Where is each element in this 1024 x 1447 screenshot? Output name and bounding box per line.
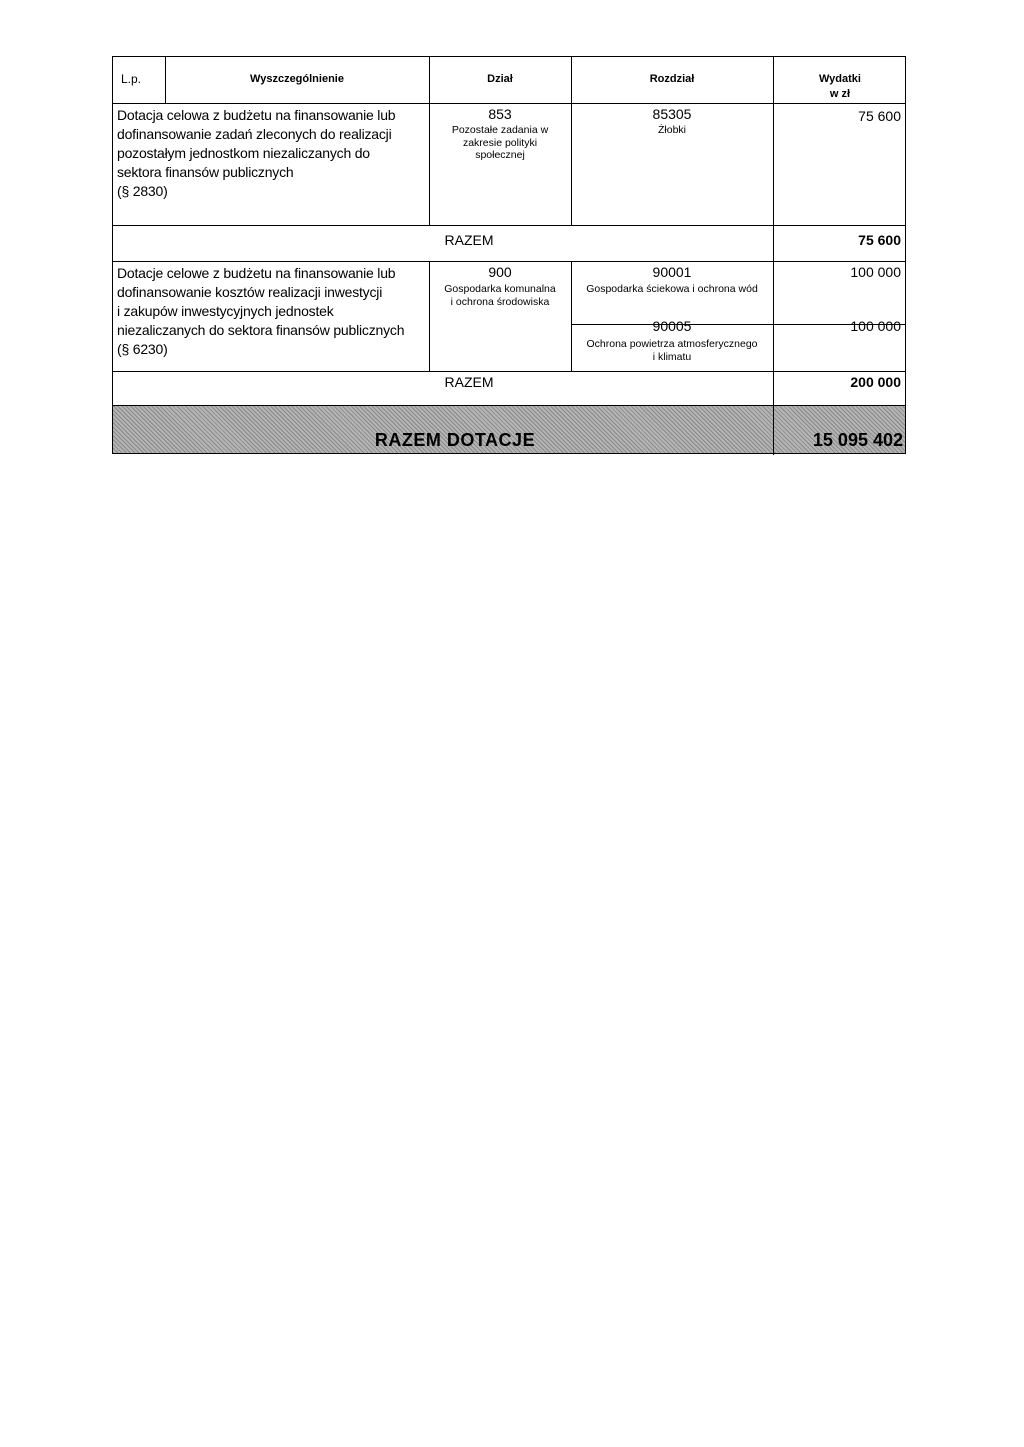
- rozdzial-name-line: Ochrona powietrza atmosferycznego: [586, 338, 758, 350]
- section2-description: [117, 264, 429, 358]
- header-lp: L.p.: [121, 72, 142, 86]
- section2-row1-rozdzial-code: 90001: [652, 264, 692, 280]
- description-line: Dotacje celowe z budżetu na finansowanie lub: [117, 265, 396, 281]
- total-amount: 15 095 402: [812, 430, 903, 450]
- header-divider: [113, 103, 905, 104]
- section1-dzial-code: 853: [488, 106, 512, 122]
- dzial-name-line: społecznej: [475, 149, 525, 162]
- section2-razem-divider: [113, 405, 905, 406]
- section2-row2-rozdzial-code: 90005: [652, 318, 692, 334]
- section2-divider: [113, 371, 905, 372]
- section1-rozdzial-code: 85305: [652, 106, 692, 122]
- dzial-name-line: Pozostałe zadania w: [451, 124, 549, 136]
- section2-row1-rozdzial-name: Gospodarka ściekowa i ochrona wód: [586, 283, 758, 295]
- section2-row2-amount: 100 000: [850, 318, 901, 334]
- description-line: dofinansowanie kosztów realizacji inwestycji: [117, 283, 383, 300]
- section2-razem-label: RAZEM: [444, 374, 494, 390]
- description-line: sektora finansów publicznych: [117, 163, 294, 180]
- description-line: pozostałym jednostkom niezaliczanych do: [117, 144, 370, 161]
- section2-row1-amount: 100 000: [850, 264, 901, 280]
- section1-razem-divider: [113, 261, 905, 262]
- section1-razem-label: RAZEM: [444, 232, 494, 248]
- grants-table: [112, 56, 906, 454]
- section1-razem-amount: 75 600: [858, 232, 901, 248]
- dzial-name-line: i ochrona środowiska: [450, 295, 550, 308]
- section2-dzial-code: 900: [488, 264, 512, 280]
- section2-row2-rozdzial-name: [571, 338, 773, 363]
- section1-description: [117, 106, 429, 200]
- header-dzial: Dział: [487, 73, 513, 85]
- section1-rozdzial-name: Żłobki: [657, 124, 686, 136]
- description-line: (§ 2830): [117, 182, 168, 199]
- section1-amount: 75 600: [858, 108, 901, 124]
- header-rozdzial: Rozdział: [649, 73, 695, 85]
- section1-dzial-name: [429, 124, 571, 162]
- description-line: dofinansowanie zadań zleconych do realizacji: [117, 125, 392, 142]
- section2-dzial-name: [429, 283, 571, 308]
- total-label: RAZEM DOTACJE: [374, 430, 536, 450]
- header-wyszczegolnienie: Wyszczególnienie: [250, 73, 344, 85]
- description-line: niezaliczanych do sektora finansów publicznych: [117, 321, 405, 338]
- header-wydatki-unit: w zł: [829, 88, 851, 100]
- dzial-name-line: Gospodarka komunalna: [444, 283, 556, 295]
- description-line: Dotacja celowa z budżetu na finansowanie lub: [117, 107, 396, 123]
- dzial-name-line: zakresie polityki: [462, 136, 538, 149]
- section1-divider: [113, 225, 905, 226]
- header-wydatki: Wydatki: [819, 73, 861, 85]
- description-line: i zakupów inwestycyjnych jednostek: [117, 302, 334, 319]
- section2-razem-amount: 200 000: [850, 374, 901, 390]
- rozdzial-name-line: i klimatu: [652, 350, 692, 363]
- description-line: (§ 6230): [117, 340, 168, 357]
